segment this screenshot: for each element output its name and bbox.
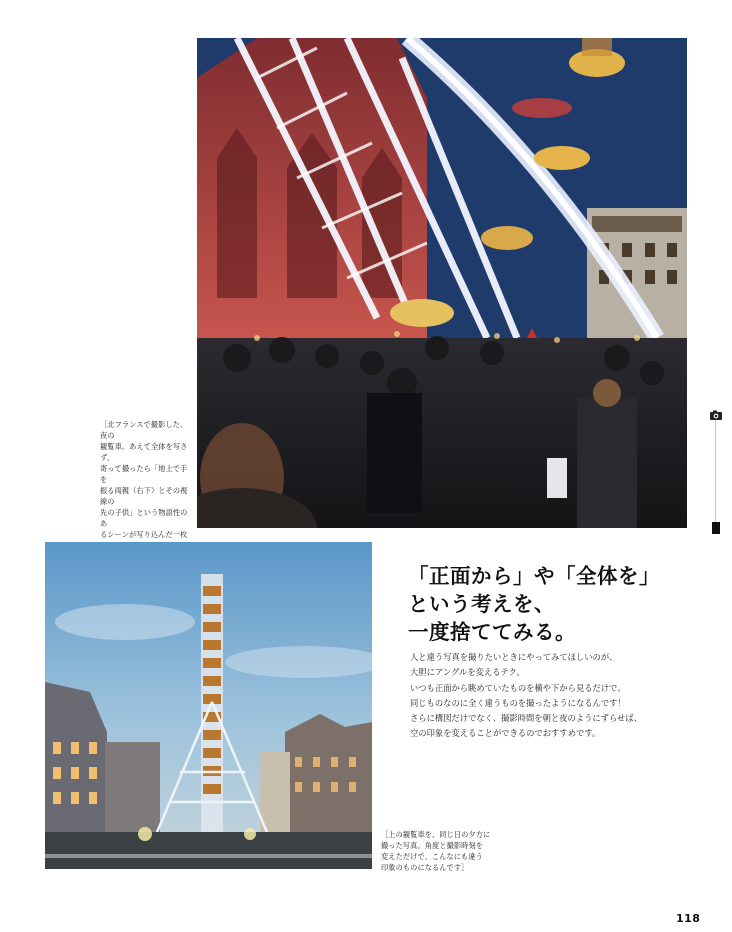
- body-line: 同じものなのに全く違うものを撮ったようになるんです！: [410, 697, 626, 708]
- headline-line: 一度捨ててみる。: [408, 620, 576, 644]
- camera-icon: [710, 405, 722, 415]
- body-line: 大胆にアングルを変えるテク。: [410, 667, 525, 678]
- body-line: 人と違う写真を撮りたいときにやってみてほしいのが、: [410, 652, 618, 662]
- article-body: [410, 650, 710, 742]
- photo-ferris-wheel-night: [197, 38, 687, 528]
- body-line: いつも正面から眺めていたものを横や下から見るだけで、: [410, 682, 626, 693]
- page-number: 118: [676, 912, 701, 925]
- body-line: 空の印象を変えることができるのでおすすめです。: [410, 728, 601, 739]
- headline-line: 「正面から」や「全体を」: [408, 564, 660, 588]
- side-index-mark: [712, 522, 720, 534]
- caption-top-photo: ［北フランスで撮影した、夜の 観覧車。あえて全体を写さず、 寄って撮ったら「地上で手を 振る両親（右下）とその視線の 先の子供」という物語性のあ るシーンが写り込んだ一枚: [100, 420, 188, 539]
- headline-line: という考えを、: [408, 592, 555, 616]
- article-headline: [408, 562, 708, 646]
- side-index-line: [715, 420, 716, 530]
- body-line: さらに構図だけでなく、撮影時間を朝と夜のようにずらせば、: [410, 713, 642, 724]
- caption-bottom-photo: ［上の観覧車を、同じ日の夕方に 撮った写真。角度と撮影時刻を 変えただけで、こんなにも違う 印象のものになるんです］: [381, 830, 491, 872]
- photo-ferris-wheel-dusk: [45, 542, 372, 869]
